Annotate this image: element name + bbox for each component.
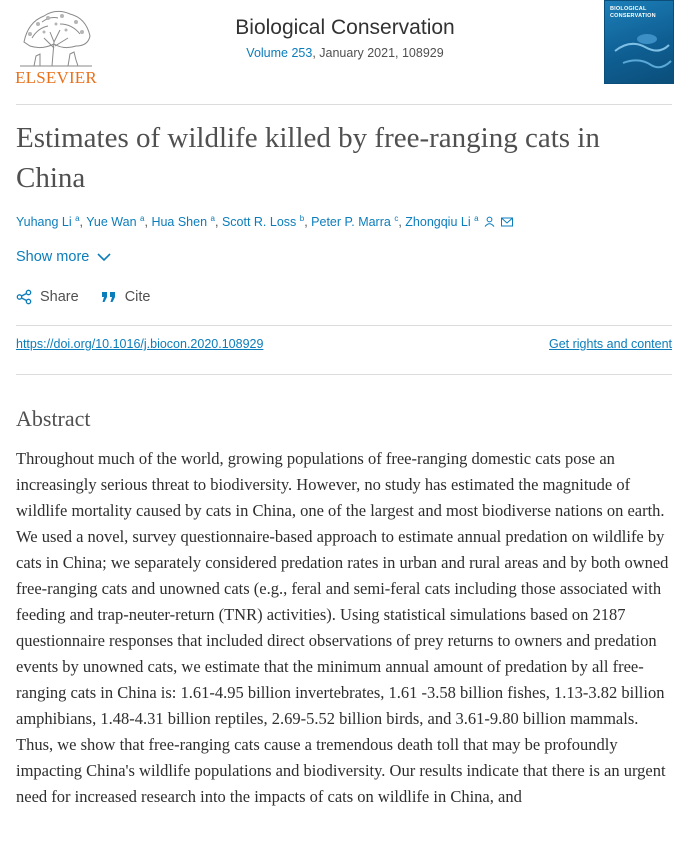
article-actions [16,289,151,305]
author-6[interactable]: Zhongqiu Li $^a$ [405,214,479,230]
header-divider [16,104,672,105]
issue-details: , January 2021, 108929 [312,46,444,60]
elsevier-logo[interactable] [14,2,98,88]
rights-link[interactable]: Get rights and content [549,337,672,351]
article-header [0,0,688,104]
author-4[interactable]: Scott R. Loss $^b$ [221,214,305,230]
share-icon [16,289,32,305]
abstract-text: Throughout much of the world, growing populations of free-ranging domestic cats pose an increasingly serious threat to biodiversity. However, no study has estimated the magnitude of wildlife mortality caused by cats in China, one of the largest and most biodiverse nations on earth. We used a novel, survey questionnaire-based approach to estimate annual predation on wildlife by cats in China; we separately considered predation rates in urban and rural areas and by both owned free-ranging cats and unowned cats (e.g., feral and semi-feral cats including those associated with feeding and trap-neuter-return (TNR) activities). Using statistical simulations based on 2187 questionnaire responses that included direct observations of prey returns to owners and predation events by unowned cats, we estimate that the minimum annual amount of predation by all free-ranging cats in China is: 1.61-4.95 billion invertebrates, 1.61 -3.58 billion fishes, 1.13-3.82 billion amphibians, 1.48-4.31 billion reptiles, 2.69-5.52 billion birds, and 3.61-9.80 billion mammals. Thus, we show that free-ranging cats cause a tremendous death toll that may be profoundly impacting China's wildlife populations and biodiversity. Our results indicate that there is an urgent need for increased research into the impacts of cats on wildlife in China, and [16,449,669,806]
abstract-heading: Abstract [16,406,91,431]
author-list: Yuhang Li $^a$, Yue Wan $^a$, Hua Shen $^a$, Scott R. Loss $^b$, Peter P. Marra $^c$, Zhongqiu Li $^a$ [16,214,676,230]
volume-link[interactable]: Volume 253 [246,46,313,60]
journal-title[interactable]: Biological Conservation [235,16,455,39]
publisher-wordmark: ELSEVIER [15,68,97,87]
cite-label: Cite [124,289,151,305]
author-2[interactable]: Yue Wan $^a$ [86,214,145,230]
cover-art-icon [605,1,674,84]
issue-line [180,46,510,60]
show-more-label: Show more [16,249,90,265]
show-more-button[interactable] [16,249,111,265]
share-button[interactable] [16,289,79,305]
article-title: Estimates of wildlife killed by free-ranging cats in China [16,122,600,194]
author-3[interactable]: Hua Shen $^a$ [151,214,215,230]
actions-divider [16,325,672,326]
author-1[interactable]: Yuhang Li $^a$ [16,214,80,230]
journal-cover-thumbnail[interactable] [604,0,674,84]
doi-link[interactable]: https://doi.org/10.1016/j.biocon.2020.108929 [16,337,264,351]
quote-icon [101,290,117,304]
elsevier-tree-logo [14,2,98,68]
author-5[interactable]: Peter P. Marra $^c$ [311,214,399,230]
person-icon [484,216,495,230]
chevron-down-icon [97,253,111,262]
cite-button[interactable] [101,289,151,305]
cover-title: BIOLOGICAL CONSERVATION [610,6,656,19]
envelope-icon[interactable] [501,216,513,230]
doi-divider [16,374,672,375]
journal-info [180,16,510,60]
share-label: Share [40,289,79,305]
